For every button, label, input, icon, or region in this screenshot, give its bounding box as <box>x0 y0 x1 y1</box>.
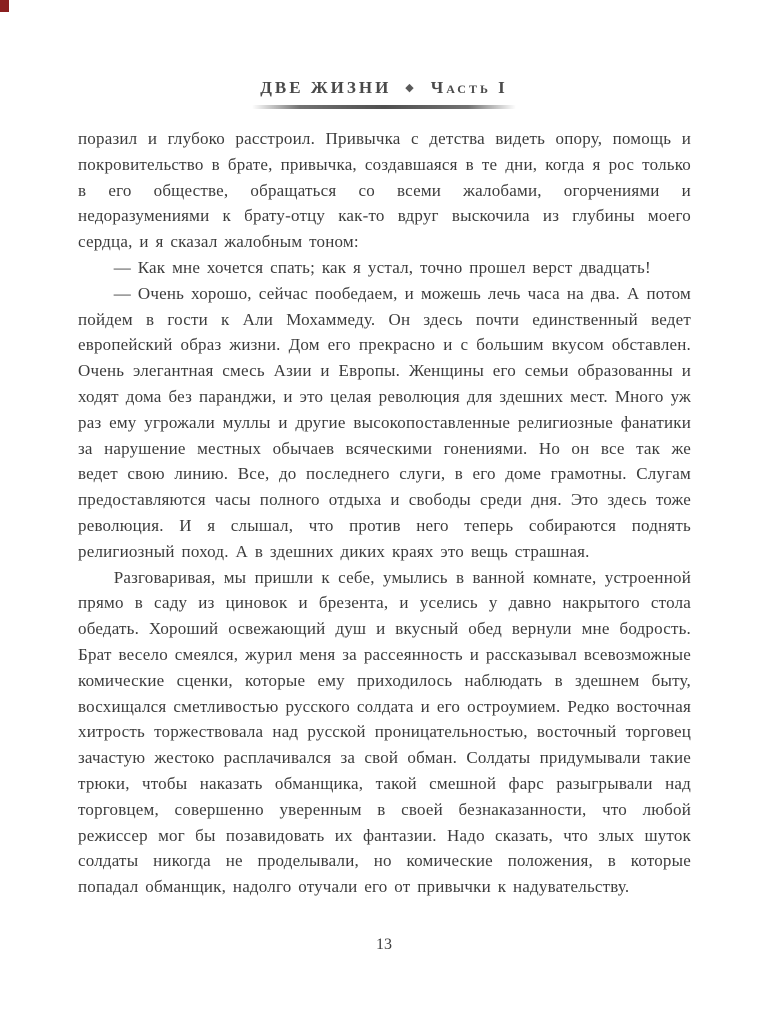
page-body <box>78 126 691 900</box>
page-number: 13 <box>376 936 392 953</box>
header-rule <box>252 105 516 109</box>
part-title: Часть I <box>430 78 508 97</box>
paragraph: Разговаривая, мы пришли к себе, умылись в ванной комнате, устроенной прямо в саду из циновок и брезента, и уселись у давно накрытого стола обедать. Хороший освежающий душ и вкусный обед вернули мне бодрость. Брат весело смеялся, журил меня за рассеянность и рассказывал всевозможные комические сценки, которые ему приходилось наблюдать в здешнем быту, восхищался сметливостью русского солдата и его остроумием. Редко восточная хитрость торжествовала над русской проницательностью, восточный торговец зачастую жестоко расплачивался за свой обман. Солдаты придумывали такие трюки, чтобы наказать обманщика, такой смешной фарс разыгрывали над торговцем, совершенно уверенным в своей безнаказанности, что любой режиссер мог бы позавидовать их фантазии. Надо сказать, что злых шуток солдаты никогда не проделывали, но комические положения, в которые попадал обманщик, надолго отучали его от привычки к надувательству. <box>78 567 691 897</box>
diamond-icon: ◆ <box>405 81 417 94</box>
book-title: ДВЕ ЖИЗНИ <box>260 78 392 97</box>
paragraph: поразил и глубоко расстроил. Привычка с детства видеть опору, помощь и покровительство в брате, привычка, создавшаяся в те дни, когда я рос только в его обществе, обращаться со всеми жалобами, огорчениями и недоразумениями к брату-отцу как-то вдруг выскочила из глубины моего сердца, и я сказал жалобным тоном: <box>78 129 691 252</box>
paragraph-dialogue: — Как мне хочется спать; как я устал, точно прошел верст двадцать! <box>113 257 651 277</box>
running-head <box>0 78 768 109</box>
corner-scan-artifact <box>0 0 9 12</box>
paragraph-dialogue: — Очень хорошо, сейчас пообедаем, и можешь лечь часа на два. А потом пойдем в гости к Али Мохаммеду. Он здесь почти единственный ведет европейский образ жизни. Дом его прекрасно и с большим вкусом обставлен. Очень элегантная смесь Азии и Европы. Женщины его семьи образованны и ходят дома без паранджи, и это целая революция для здешних мест. Много уж раз ему угрожали муллы и другие высокопоставленные религиозные фанатики за нарушение местных обычаев всяческими гонениями. Но он все так же ведет свою линию. Все, до последнего слуги, в его доме грамотны. Слугам предоставляются часы полного отдыха и свободы среди дня. Это здесь тоже революция. И я слышал, что против него теперь собираются поднять религиозный поход. А в здешних диких краях это вещь страшная. <box>78 283 691 561</box>
